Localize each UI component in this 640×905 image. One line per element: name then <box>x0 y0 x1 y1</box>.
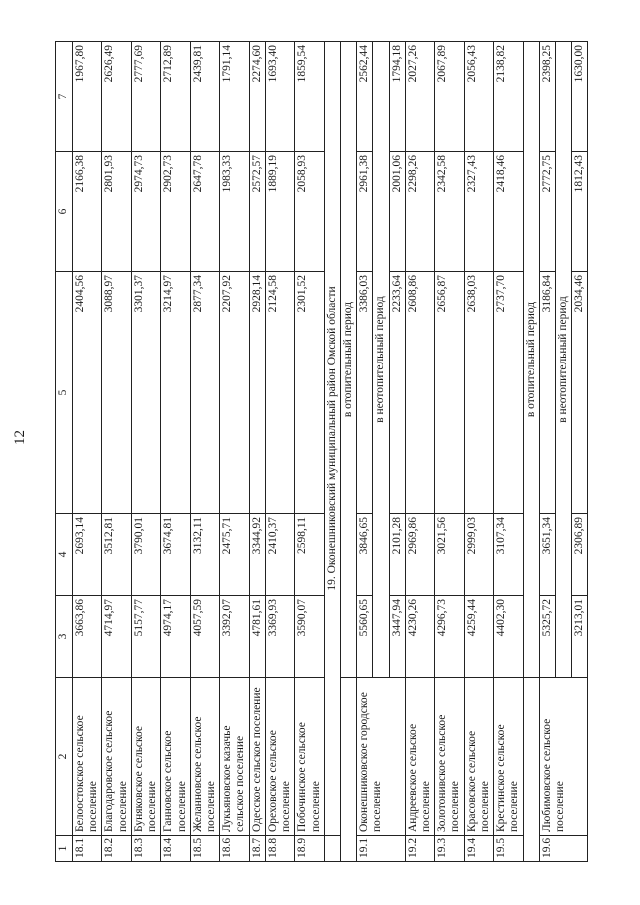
row-number: 19.2 <box>405 836 434 862</box>
settlement-name: Буняковское сельское поселение <box>131 678 160 836</box>
value-cell: 3790,01 <box>131 514 160 596</box>
value-cell: 2656,87 <box>435 272 464 514</box>
row-number: 18.8 <box>265 836 294 862</box>
table-row <box>161 42 190 862</box>
value-cell: 3512,81 <box>102 514 131 596</box>
value-cell: 2877,34 <box>190 272 219 514</box>
value-cell: 3214,97 <box>161 272 190 514</box>
value-cell: 2067,89 <box>435 42 464 152</box>
value-cell: 2638,03 <box>464 272 493 514</box>
table-row <box>265 42 294 862</box>
value-cell: 2439,81 <box>190 42 219 152</box>
value-cell: 4714,97 <box>102 596 131 678</box>
value-cell: 2101,28 <box>389 514 405 596</box>
value-cell: 2306,89 <box>572 514 588 596</box>
page-number: 12 <box>12 430 28 445</box>
row-number: 19.4 <box>464 836 493 862</box>
settlement-name: Лукьяновское казачье сельское поселение <box>220 678 249 836</box>
value-cell: 3651,34 <box>539 514 555 596</box>
value-cell: 2207,92 <box>220 272 249 514</box>
row-number: 19.6 <box>539 836 588 862</box>
table-row <box>249 42 265 862</box>
value-cell: 2801,93 <box>102 152 131 272</box>
value-cell: 2410,37 <box>265 514 294 596</box>
section-title: 19. Оконешниковский муниципальный район Омской области <box>324 42 340 836</box>
col-header: 4 <box>56 514 73 596</box>
value-cell: 4974,17 <box>161 596 190 678</box>
value-cell: 2027,26 <box>405 42 434 152</box>
value-cell: 1693,40 <box>265 42 294 152</box>
row-number: 19.1 <box>357 836 406 862</box>
value-cell: 3213,01 <box>572 596 588 678</box>
value-cell: 2969,86 <box>405 514 434 596</box>
value-cell: 2999,03 <box>464 514 493 596</box>
value-cell: 3663,86 <box>73 596 102 678</box>
row-number: 18.2 <box>102 836 131 862</box>
section-spacer <box>324 836 340 862</box>
value-cell: 3186,84 <box>539 272 555 514</box>
tariff-table <box>55 41 588 862</box>
table-row <box>295 42 324 862</box>
value-cell: 3344,92 <box>249 514 265 596</box>
col-header: 1 <box>56 836 73 862</box>
value-cell: 2404,56 <box>73 272 102 514</box>
value-cell: 3590,07 <box>295 596 324 678</box>
value-cell: 3088,97 <box>102 272 131 514</box>
value-cell: 3392,07 <box>220 596 249 678</box>
settlement-name: Золотонивское сельское поселение <box>435 678 464 836</box>
settlement-name: Побочинское сельское поселение <box>295 678 324 836</box>
row-number: 18.5 <box>190 836 219 862</box>
value-cell: 3301,37 <box>131 272 160 514</box>
value-cell: 2327,43 <box>464 152 493 272</box>
col-header: 7 <box>56 42 73 152</box>
settlement-name: Белоостокское сельское поселение <box>73 678 102 836</box>
table-row <box>539 42 555 862</box>
table-row <box>102 42 131 862</box>
value-cell: 2974,73 <box>131 152 160 272</box>
value-cell: 2772,75 <box>539 152 555 272</box>
table-row <box>73 42 102 862</box>
settlement-name: Благодаровское сельское поселение <box>102 678 131 836</box>
value-cell: 1812,43 <box>572 152 588 272</box>
row-number: 18.4 <box>161 836 190 862</box>
table-row <box>464 42 493 862</box>
value-cell: 3846,65 <box>357 514 373 596</box>
value-cell: 4057,59 <box>190 596 219 678</box>
row-number: 18.7 <box>249 836 265 862</box>
table-row <box>131 42 160 862</box>
section-row <box>324 42 340 862</box>
row-number: 18.6 <box>220 836 249 862</box>
value-cell: 2693,14 <box>73 514 102 596</box>
value-cell: 3021,56 <box>435 514 464 596</box>
settlement-name: Оконешниковское городское поселение <box>357 678 406 836</box>
value-cell: 2562,44 <box>357 42 373 152</box>
table-row <box>494 42 523 862</box>
row-number: 19.3 <box>435 836 464 862</box>
value-cell: 2301,52 <box>295 272 324 514</box>
value-cell: 1859,54 <box>295 42 324 152</box>
table-row <box>405 42 434 862</box>
table-row <box>220 42 249 862</box>
value-cell: 2608,86 <box>405 272 434 514</box>
value-cell: 2166,38 <box>73 152 102 272</box>
settlement-name: Ганновское сельское поселение <box>161 678 190 836</box>
col-header: 3 <box>56 596 73 678</box>
value-cell: 1630,00 <box>572 42 588 152</box>
value-cell: 1889,19 <box>265 152 294 272</box>
value-cell: 2398,25 <box>539 42 555 152</box>
row-number: 18.1 <box>73 836 102 862</box>
settlement-name: Любимовское сельское поселение <box>539 678 588 836</box>
settlement-name: Крестинское сельское поселение <box>494 678 523 836</box>
value-cell: 5325,72 <box>539 596 555 678</box>
value-cell: 2058,93 <box>295 152 324 272</box>
value-cell: 2034,46 <box>572 272 588 514</box>
value-cell: 2961,38 <box>357 152 373 272</box>
row-number: 18.9 <box>295 836 324 862</box>
period-label: в отопительный период <box>523 42 539 678</box>
value-cell: 2475,71 <box>220 514 249 596</box>
settlement-name: Ореховское сельское поселение <box>265 678 294 836</box>
value-cell: 3132,11 <box>190 514 219 596</box>
period-label: в отопительный период <box>340 42 356 678</box>
value-cell: 2626,49 <box>102 42 131 152</box>
table-row <box>190 42 219 862</box>
value-cell: 2001,06 <box>389 152 405 272</box>
col-header: 6 <box>56 152 73 272</box>
value-cell: 2572,57 <box>249 152 265 272</box>
value-cell: 2342,58 <box>435 152 464 272</box>
value-cell: 2712,89 <box>161 42 190 152</box>
row-number: 18.3 <box>131 836 160 862</box>
col-header: 2 <box>56 678 73 836</box>
value-cell: 2777,69 <box>131 42 160 152</box>
value-cell: 2138,82 <box>494 42 523 152</box>
value-cell: 3674,81 <box>161 514 190 596</box>
value-cell: 4402,30 <box>494 596 523 678</box>
settlement-name: Андреевское сельское поселение <box>405 678 434 836</box>
value-cell: 4230,26 <box>405 596 434 678</box>
value-cell: 1791,14 <box>220 42 249 152</box>
value-cell: 2418,46 <box>494 152 523 272</box>
value-cell: 2274,60 <box>249 42 265 152</box>
table-row <box>435 42 464 862</box>
rotated-table-container <box>55 42 586 862</box>
value-cell: 2928,14 <box>249 272 265 514</box>
value-cell: 4781,61 <box>249 596 265 678</box>
value-cell: 2124,58 <box>265 272 294 514</box>
value-cell: 5157,77 <box>131 596 160 678</box>
value-cell: 4296,73 <box>435 596 464 678</box>
row-number: 19.5 <box>494 836 523 862</box>
value-cell: 2056,43 <box>464 42 493 152</box>
value-cell: 2598,11 <box>295 514 324 596</box>
period-label: в неотопительный период <box>556 42 572 678</box>
value-cell: 2647,78 <box>190 152 219 272</box>
period-spacer <box>523 678 539 862</box>
value-cell: 2298,26 <box>405 152 434 272</box>
period-row <box>340 42 356 862</box>
settlement-name: Одесское сельское поселение <box>249 678 265 836</box>
value-cell: 4259,44 <box>464 596 493 678</box>
value-cell: 3447,94 <box>389 596 405 678</box>
value-cell: 1967,80 <box>73 42 102 152</box>
period-row <box>523 42 539 862</box>
value-cell: 3386,03 <box>357 272 373 514</box>
value-cell: 2902,73 <box>161 152 190 272</box>
value-cell: 2737,70 <box>494 272 523 514</box>
value-cell: 3369,93 <box>265 596 294 678</box>
col-header: 5 <box>56 272 73 514</box>
period-spacer <box>340 678 356 862</box>
value-cell: 1794,18 <box>389 42 405 152</box>
value-cell: 3107,34 <box>494 514 523 596</box>
value-cell: 2233,64 <box>389 272 405 514</box>
settlement-name: Желанновское сельское поселение <box>190 678 219 836</box>
period-label: в неотопительный период <box>373 42 389 678</box>
table-row <box>357 42 373 862</box>
value-cell: 1983,33 <box>220 152 249 272</box>
value-cell: 5560,65 <box>357 596 373 678</box>
column-number-row <box>56 42 73 862</box>
settlement-name: Красовское сельское поселение <box>464 678 493 836</box>
